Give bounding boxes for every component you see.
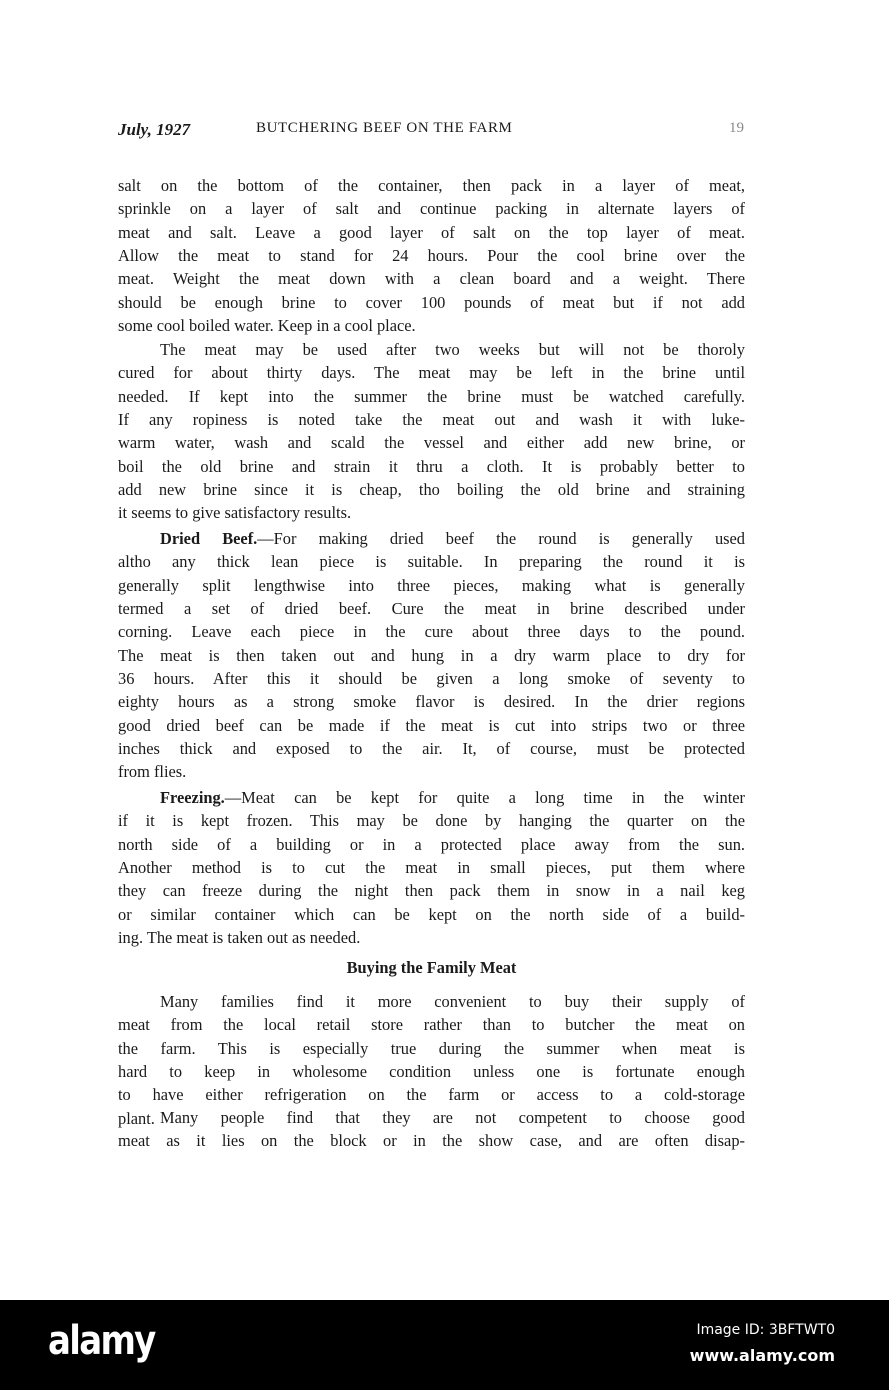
running-head-date: July, 1927 [118,120,191,139]
watermark-footer [0,1300,889,1390]
line-text: good dried beef can be made if the meat is cut into strips two or three [118,715,745,735]
text-line [118,1106,745,1129]
line-text: boil the old brine and strain it thru a cloth. It is probably better to [118,456,745,476]
text-line [118,455,745,478]
line-text: Allow the meat to stand for 24 hours. Pour the cool brine over the [118,246,745,266]
text-line [118,1083,745,1106]
text-line [118,1037,745,1060]
text-line [118,244,745,267]
line-text: altho any thick lean piece is suitable. In preparing the round it is [118,552,745,572]
text-line [118,408,745,431]
line-text: it seems to give satisfactory results. [118,503,352,523]
line-text: Another method is to cut the meat in small pieces, put them where [118,858,745,878]
text-line [118,990,745,1013]
line-text: Many people find that they are not competent to choose good [160,1108,745,1127]
paragraph-lead: Dried Beef. [160,529,258,548]
text-line [118,501,745,524]
text-line [118,667,745,690]
page-number: 19 [729,120,744,136]
text-line [118,574,745,597]
line-text: from flies. [118,762,187,782]
text-line [118,267,745,290]
text-line [118,527,745,550]
line-text: meat. Weight the meat down with a clean board and a weight. There [118,269,745,289]
text-line [118,786,745,809]
line-text: The meat is then taken out and hung in a dry warm place to dry for [118,645,745,665]
text-line [118,338,745,361]
text-line [118,1013,745,1036]
text-line [118,833,745,856]
text-line [118,1060,745,1083]
text-line [118,903,745,926]
line-text: should be enough brine to cover 100 pounds of meat but if not add [118,292,745,312]
line-text: add new brine since it is cheap, tho boiling the old brine and straining [118,480,745,500]
alamy-logo: alamy [48,1318,155,1364]
text-line [118,361,745,384]
text-line [118,856,745,879]
line-text: salt on the bottom of the container, then pack in a layer of meat, [118,176,745,195]
line-text: —For making dried beef the round is generally used [257,529,745,548]
text-line [118,597,745,620]
line-text: some cool boiled water. Keep in a cool place. [118,316,416,336]
text-line [118,737,745,760]
text-line [118,174,745,197]
text-line [118,314,745,337]
line-text: they can freeze during the night then pack them in snow in a nail keg [118,881,745,901]
text-line [118,644,745,667]
section-heading: Buying the Family Meat [346,958,517,977]
text-line [118,197,745,220]
paragraph [118,1106,745,1153]
line-text: 36 hours. After this it should be given a long smoke of seventy to [118,669,745,689]
text-line [118,926,745,949]
text-line [118,620,745,643]
line-text: sprinkle on a layer of salt and continue packing in alternate layers of [118,199,745,219]
text-line [118,879,745,902]
line-text: to have either refrigeration on the farm or access to a cold-storage [118,1085,745,1105]
text-line [118,291,745,314]
text-line [118,385,745,408]
paragraph [118,527,745,784]
line-text: the farm. This is especially true during the summer when meat is [118,1038,745,1058]
line-text: if it is kept frozen. This may be done by hanging the quarter on the [118,811,745,831]
line-text: north side of a building or in a protected place away from the sun. [118,834,745,854]
text-line [118,714,745,737]
paragraph [118,338,745,525]
line-text: meat from the local retail store rather than to butcher the meat on [118,1015,745,1035]
line-text: hard to keep in wholesome condition unless one is fortunate enough [118,1062,745,1082]
text-line [118,550,745,573]
line-text: needed. If kept into the summer the brine must be watched carefully. [118,386,745,406]
line-text: If any ropiness is noted take the meat out and wash it with luke- [118,410,745,430]
text-line [118,760,745,783]
site-url: www.alamy.com [689,1346,835,1365]
line-text: eighty hours as a strong smoke flavor is desired. In the drier regions [118,692,745,712]
line-text: meat as it lies on the block or in the show case, and are often disap- [118,1131,745,1151]
text-line [118,690,745,713]
line-text: Many families find it more convenient to buy their supply of [160,992,745,1011]
line-text: inches thick and exposed to the air. It, of course, must be protected [118,739,745,759]
line-text: warm water, wash and scald the vessel and either add new brine, or [118,433,745,453]
text-line [118,809,745,832]
line-text: corning. Leave each piece in the cure about three days to the pound. [118,622,745,642]
paragraph-lead: Freezing. [160,788,225,807]
paragraph [118,786,745,949]
line-text: cured for about thirty days. The meat may be left in the brine until [118,363,745,383]
line-text: plant. [118,1108,155,1128]
image-id: Image ID: 3BFTWT0 [696,1322,835,1338]
text-line [118,431,745,454]
line-text: or similar container which can be kept on the north side of a build- [118,904,745,924]
paragraph [118,174,745,337]
text-line [118,221,745,244]
line-text: ing. The meat is taken out as needed. [118,928,361,948]
text-line [118,478,745,501]
text-line [118,1129,745,1152]
line-text: termed a set of dried beef. Cure the meat in brine described under [118,599,745,619]
running-head-title: BUTCHERING BEEF ON THE FARM [256,120,513,136]
line-text: The meat may be used after two weeks but will not be thoroly [160,340,745,359]
line-text: meat and salt. Leave a good layer of salt on the top layer of meat. [118,222,745,242]
line-text: generally split lengthwise into three pieces, making what is generally [118,575,745,595]
line-text: —Meat can be kept for quite a long time in the winter [224,788,745,807]
